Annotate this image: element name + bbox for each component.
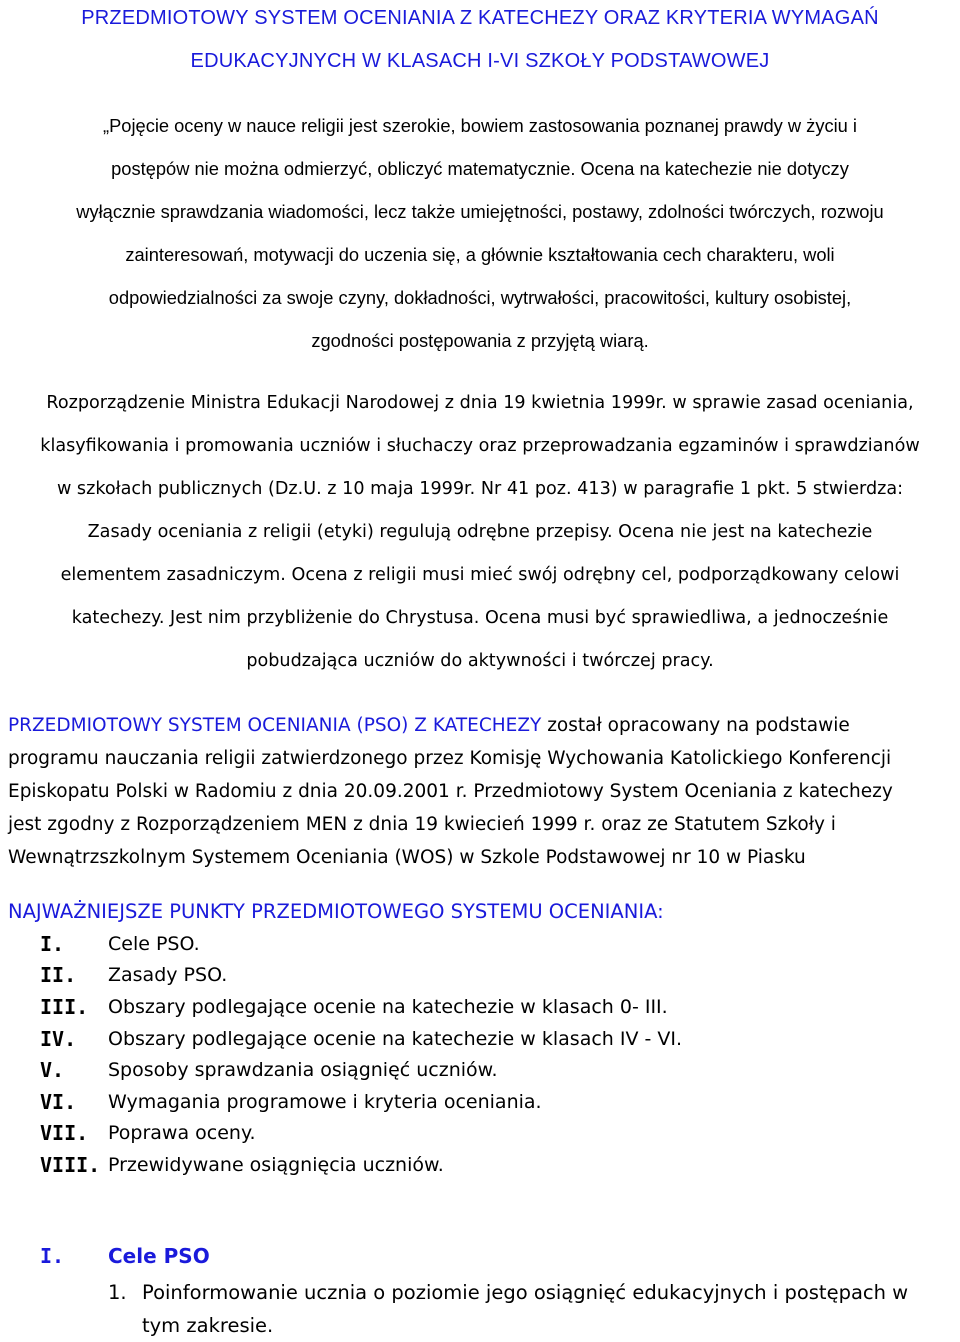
pso-line: programu nauczania religii zatwierdzonego przez Komisję Wychowania Katolickiego Konferencji — [8, 748, 892, 769]
item-line: Poinformowanie ucznia o poziomie jego osiągnięć edukacyjnych i postępach w — [142, 1281, 909, 1304]
toc-text: Przewidywane osiągnięcia uczniów. — [108, 1153, 444, 1176]
toc-text: Poprawa oceny. — [108, 1122, 256, 1145]
toc-text: Sposoby sprawdzania osiągnięć uczniów. — [108, 1059, 498, 1082]
toc-number: II. — [40, 963, 77, 988]
regulation-line: Rozporządzenie Ministra Edukacji Narodowej z dnia 19 kwietnia 1999r. w sprawie zasad oceniania, — [46, 393, 914, 413]
toc-number: III. — [40, 994, 89, 1019]
toc-text: Wymagania programowe i kryteria oceniania. — [108, 1090, 542, 1113]
toc-number: VIII. — [40, 1152, 101, 1177]
pso-line: Wewnątrzszkolnym Systemem Oceniania (WOS) w Szkole Podstawowej nr 10 w Piasku — [8, 847, 806, 868]
toc-item — [40, 1054, 682, 1086]
toc-list — [40, 928, 682, 1181]
intro-line: odpowiedzialności za swoje czyny, dokładności, wytrwałości, pracowitości, kultury osobistej, — [108, 287, 852, 308]
intro-paragraph — [0, 104, 960, 362]
regulation-line: katechezy. Jest nim przybliżenie do Chrystusa. Ocena musi być sprawiedliwa, a jednocześnie — [71, 608, 889, 628]
pso-first-line — [8, 709, 953, 742]
pso-line1-rest: został opracowany na podstawie — [541, 715, 850, 736]
toc-item — [40, 928, 682, 960]
regulation-line: elementem zasadniczym. Ocena z religii musi mieć swój odrębny cel, podporządkowany celowi — [60, 565, 900, 585]
intro-line: zainteresowań, motywacji do uczenia się, a głównie kształtowania cech charakteru, woli — [125, 244, 835, 265]
title-line-1: PRZEDMIOTOWY SYSTEM OCENIANIA Z KATECHEZY ORAZ KRYTERIA WYMAGAŃ — [81, 7, 879, 29]
item-text — [142, 1276, 908, 1342]
section-number: I. — [40, 1244, 65, 1268]
toc-number: IV. — [40, 1026, 77, 1051]
pso-lead: PRZEDMIOTOWY SYSTEM OCENIANIA (PSO) Z KATECHEZY — [8, 715, 542, 736]
regulation-paragraph — [0, 382, 960, 683]
pso-line: Episkopatu Polski w Radomiu z dnia 20.09.2001 r. Przedmiotowy System Oceniania z katechezy — [8, 781, 893, 802]
intro-line: „Pojęcie oceny w nauce religii jest szerokie, bowiem zastosowania poznanej prawdy w życiu i — [103, 115, 857, 136]
toc-text: Zasady PSO. — [108, 964, 228, 987]
regulation-line: Zasady oceniania z religii (etyki) regulują odrębne przepisy. Ocena nie jest na katechezie — [87, 522, 873, 542]
section-title: Cele PSO — [108, 1244, 210, 1268]
toc-item — [40, 991, 682, 1023]
toc-item — [40, 1149, 682, 1181]
intro-line: zgodności postępowania z przyjętą wiarą. — [311, 330, 649, 351]
item-line: tym zakresie. — [142, 1314, 274, 1337]
intro-line: wyłącznie sprawdzania wiadomości, lecz także umiejętności, postawy, zdolności twórczych, rozwoju — [76, 201, 884, 222]
pso-line: jest zgodny z Rozporządzeniem MEN z dnia 19 kwiecień 1999 r. oraz ze Statutem Szkoły i — [8, 814, 836, 835]
intro-line: postępów nie można odmierzyć, obliczyć matematycznie. Ocena na katechezie nie dotyczy — [111, 158, 849, 179]
section-1-item — [108, 1276, 958, 1342]
toc-number: V. — [40, 1058, 65, 1083]
toc-heading: NAJWAŻNIEJSZE PUNKTY PRZEDMIOTOWEGO SYSTEMU OCENIANIA: — [8, 900, 664, 923]
regulation-line: w szkołach publicznych (Dz.U. z 10 maja 1999r. Nr 41 poz. 413) w paragrafie 1 pkt. 5 stwierdza: — [56, 479, 904, 499]
regulation-line: pobudzająca uczniów do aktywności i twórczej pracy. — [246, 651, 714, 671]
section-1-heading — [40, 1244, 210, 1268]
toc-text: Obszary podlegające ocenie na katechezie w klasach IV - VI. — [108, 1027, 683, 1050]
pso-paragraph — [8, 709, 953, 874]
toc-number: I. — [40, 931, 65, 956]
title-line-2: EDUKACYJNYCH W KLASACH I-VI SZKOŁY PODSTAWOWEJ — [190, 50, 770, 72]
item-number: 1. — [108, 1281, 127, 1304]
toc-number: VII. — [40, 1121, 89, 1146]
toc-item — [40, 1086, 682, 1118]
toc-text: Cele PSO. — [108, 932, 200, 955]
regulation-line: klasyfikowania i promowania uczniów i słuchaczy oraz przeprowadzania egzaminów i sprawdzianów — [40, 436, 920, 456]
toc-item — [40, 1023, 682, 1055]
toc-item — [40, 1118, 682, 1150]
toc-number: VI. — [40, 1089, 77, 1114]
toc-text: Obszary podlegające ocenie na katechezie w klasach 0- III. — [108, 995, 668, 1018]
toc-item — [40, 960, 682, 992]
